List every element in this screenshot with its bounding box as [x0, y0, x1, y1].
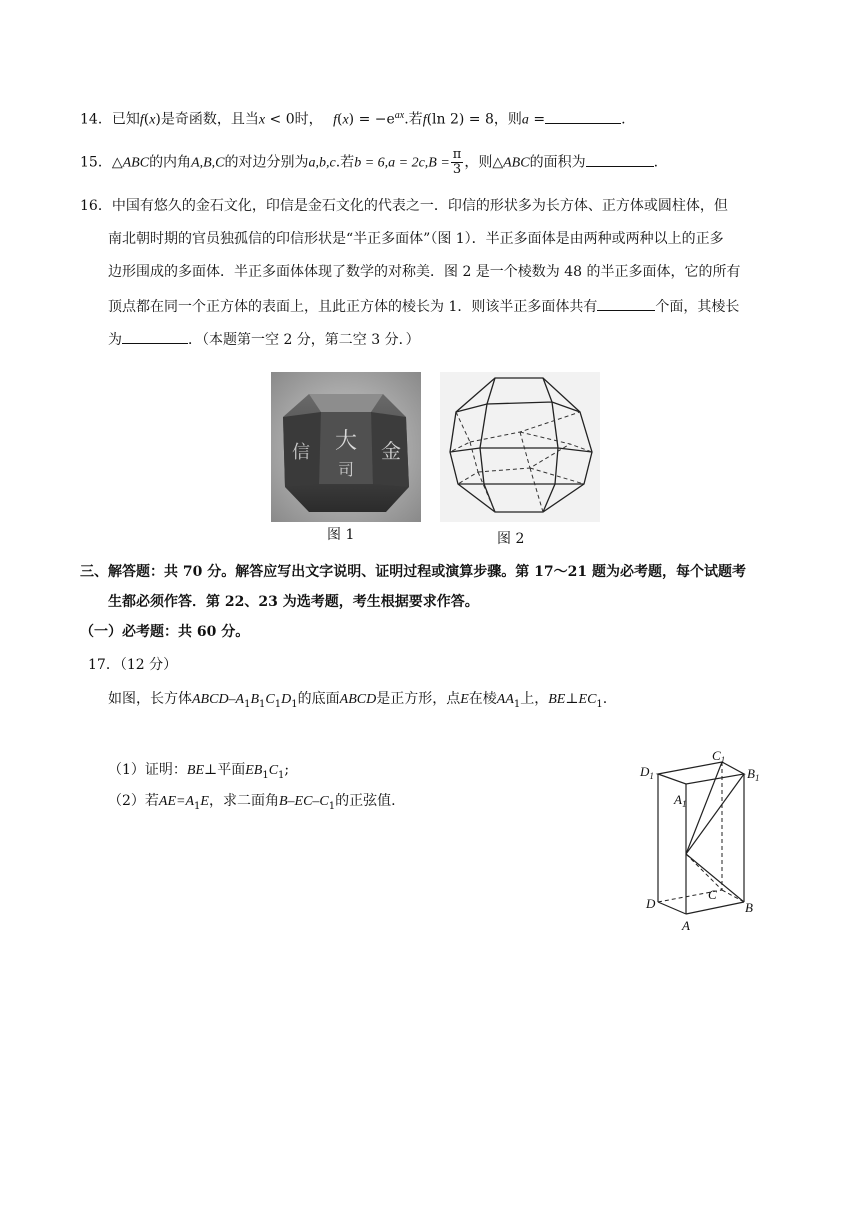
q15-sides: a,b,c	[308, 155, 336, 171]
q15-text: .若	[335, 154, 355, 171]
q15-text: 的面积为	[529, 154, 586, 171]
q16-text: 顶点都在同一个正方体的表面上，且此正方体的棱长为 1．则该半正多面体共有	[108, 299, 598, 315]
q16-text: 南北朝时期的官员独孤信的印信形状是“半正多面体”（图 1）．半正多面体是由两种或两种以上的正多	[108, 231, 724, 247]
label-D1: D	[640, 764, 650, 779]
question-16-line3	[108, 262, 741, 282]
q16-text: 为	[108, 332, 122, 348]
q17-math: E	[460, 692, 469, 707]
question-16-line2	[108, 229, 724, 249]
question-14	[80, 106, 626, 131]
q17-text: 如图，长方体	[108, 691, 192, 707]
subscript: 1	[259, 698, 266, 710]
label-C1: C	[712, 748, 721, 763]
label-C: C	[708, 887, 717, 902]
q17-math: ABCD–A	[192, 692, 245, 707]
q14-x: x	[258, 112, 266, 128]
q17-math: C	[268, 763, 279, 778]
figure-1-seal-photo	[271, 372, 421, 522]
q15-text: 的对边分别为	[224, 154, 309, 171]
q14-text: )是奇函数，且当	[155, 111, 259, 128]
q14-f: f	[422, 112, 427, 128]
label-A: A	[682, 918, 690, 933]
subscript: 1	[291, 698, 298, 710]
q17-text: .	[602, 691, 608, 707]
answer-blank	[597, 296, 655, 311]
rhombicuboctahedron-drawing	[440, 372, 600, 522]
q17-text: （1）证明：	[108, 762, 187, 778]
q17-text: ⊥	[565, 691, 579, 707]
q14-text: (	[143, 111, 150, 128]
pi-over-3-fraction	[451, 148, 464, 177]
q14-text: =	[528, 111, 546, 128]
svg-text:C1	[712, 748, 725, 765]
q15-abc: ABC	[503, 155, 530, 171]
q17-math: D	[281, 692, 292, 707]
subscript: 1	[596, 698, 603, 710]
answer-blank	[586, 152, 654, 167]
q17-math: AE=A	[158, 794, 195, 809]
q14-exponent: ax	[394, 110, 405, 121]
q17-text: 是正方形，点	[376, 691, 461, 707]
q17-text: 的正弦值.	[335, 793, 396, 809]
q17-text: ;	[284, 762, 290, 778]
figure-2-caption: 图 2	[497, 531, 525, 547]
q15-text: △	[111, 154, 123, 171]
q14-f: f	[139, 112, 144, 128]
subscript: 1	[262, 769, 269, 781]
svg-text:D1	[639, 764, 654, 781]
label-B1: B	[747, 766, 755, 781]
seal-char: 司	[337, 460, 355, 479]
q16-text: 个面，其棱长	[655, 299, 740, 315]
answer-blank	[545, 109, 621, 124]
q17-math: C	[265, 692, 275, 707]
section-3-heading-line2	[108, 592, 479, 612]
q15-abc: ABC	[122, 155, 150, 171]
question-17-header	[88, 655, 177, 675]
q14-x: x	[149, 112, 156, 128]
question-17-intro	[108, 689, 607, 715]
q17-math: EC	[578, 692, 597, 707]
q14-text: < 0时，	[265, 111, 323, 128]
section-3-heading	[80, 562, 746, 582]
q14-text: (ln 2) = 8，则	[426, 111, 522, 128]
subscript: 1	[754, 773, 760, 783]
q17-text: ，求二面角	[208, 793, 279, 809]
subscript: 1	[649, 771, 654, 781]
q17-math: B–EC–C	[278, 794, 329, 809]
svg-text:B1	[747, 766, 759, 783]
subscript: 1	[244, 698, 251, 710]
q14-number: 14．	[80, 111, 112, 128]
section-3-text: 生都必须作答．第 22、23 为选考题，考生根据要求作答。	[108, 594, 479, 610]
subscript: 1	[328, 800, 336, 812]
cuboid-diagram	[636, 744, 776, 936]
q16-number: 16．	[80, 198, 112, 214]
seal-char: 信	[292, 442, 310, 463]
fraction-numerator: π	[452, 147, 462, 162]
figure-1-caption: 图 1	[327, 527, 355, 543]
q14-text: .若	[404, 111, 423, 128]
q14-f: f	[333, 112, 337, 128]
subscript: 1	[681, 799, 687, 809]
figure-2-polyhedron	[440, 372, 600, 522]
q16-text: ．（本题第一空 2 分，第二空 3 分．）	[188, 332, 420, 348]
label-B: B	[745, 900, 753, 915]
question-17-part-1	[108, 760, 289, 786]
q17-math: ABCD	[339, 692, 377, 707]
q17-math: B	[250, 692, 260, 707]
section-3-text: 三、解答题：共 70 分。解答应写出文字说明、证明过程或演算步骤。第 17～21 题为必考题，每个试题考	[80, 564, 746, 580]
q15-angles: A,B,C	[191, 155, 225, 171]
answer-blank	[122, 329, 188, 344]
q17-text: 在棱	[468, 691, 497, 707]
q14-text: (	[336, 111, 343, 128]
q15-number: 15．	[80, 154, 112, 171]
q17-math: BE	[548, 692, 566, 707]
q17-math: E	[200, 794, 209, 809]
part-1-text: （一）必考题：共 60 分。	[80, 624, 250, 640]
q17-text: 的底面	[297, 691, 340, 707]
q14-x: x	[342, 112, 349, 128]
question-16-line1	[80, 196, 728, 216]
q17-number: 17．（12 分）	[88, 657, 178, 673]
q17-math: EB	[245, 763, 263, 778]
subscript: 1	[513, 698, 521, 710]
q15-text: 的内角	[149, 154, 192, 171]
q14-text: ) = −e	[348, 111, 395, 128]
subscript: 1	[278, 769, 285, 781]
question-17-cuboid-figure	[636, 744, 776, 936]
subscript: 1	[274, 698, 282, 710]
seal-char: 金	[381, 439, 401, 463]
q14-text: 已知	[111, 111, 140, 128]
part-1-heading	[80, 622, 249, 642]
q16-text: 边形围成的多面体．半正多面体体现了数学的对称美．图 2 是一个棱数为 48 的半正多面体，它的所有	[108, 264, 741, 280]
q17-text: 上，	[520, 691, 549, 707]
q15-text: ，则△	[464, 154, 504, 171]
q17-text: ⊥平面	[204, 762, 246, 778]
fraction-denominator: 3	[452, 162, 462, 177]
seal-image	[271, 372, 421, 522]
q17-text: （2）若	[108, 793, 159, 809]
q17-math: AA	[496, 692, 514, 707]
q15-end: .	[653, 154, 659, 171]
q16-text: 中国有悠久的金石文化，印信是金石文化的代表之一．印信的形状多为长方体、正方体或圆柱体，但	[111, 198, 728, 214]
question-16-line4	[108, 296, 739, 317]
label-A1: A	[674, 792, 682, 807]
svg-text:A1	[673, 792, 686, 809]
seal-char: 大	[334, 429, 358, 454]
question-17-part-2	[108, 791, 396, 817]
subscript: 1	[194, 800, 201, 812]
label-D: D	[646, 896, 656, 911]
question-15	[80, 148, 658, 177]
q14-a: a	[521, 112, 529, 128]
subscript: 1	[720, 755, 726, 765]
q15-condition: b = 6,a = 2c,B =	[354, 155, 450, 171]
q17-math: BE	[186, 763, 205, 778]
question-16-line5	[108, 329, 420, 350]
q14-end: .	[621, 111, 626, 128]
